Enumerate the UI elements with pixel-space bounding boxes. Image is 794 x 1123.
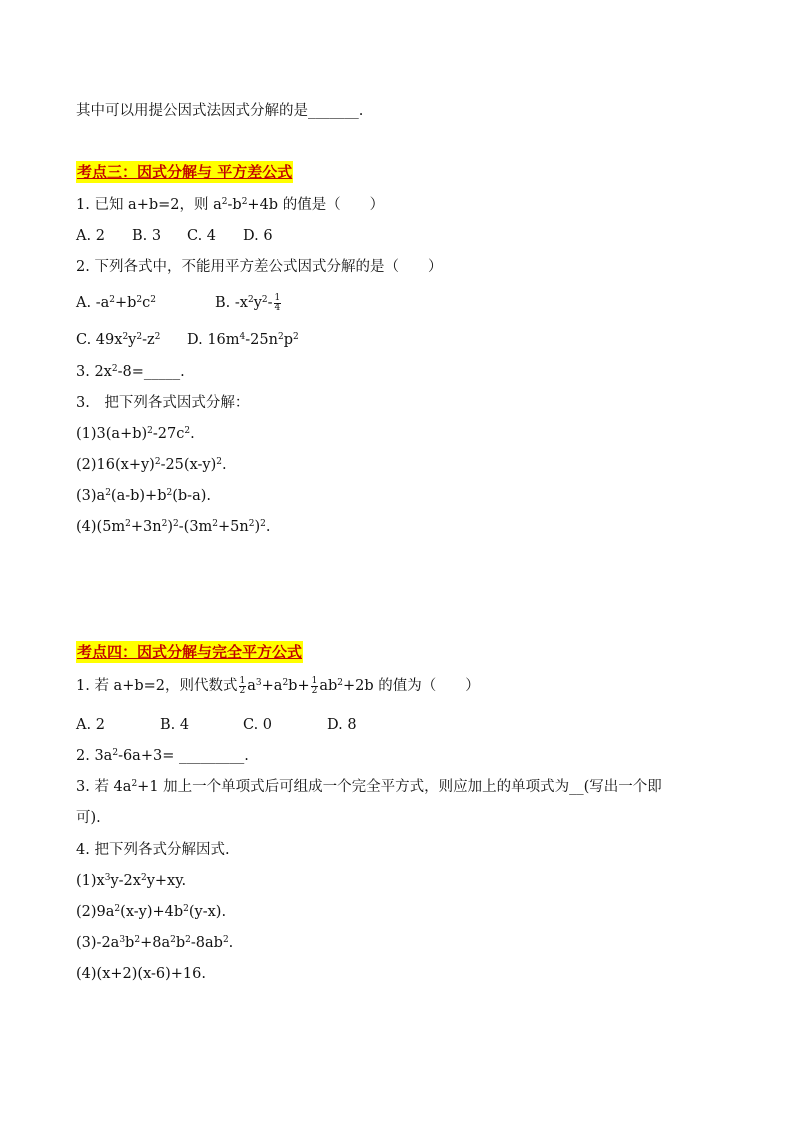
s4-question-3-cont: 可).: [76, 810, 101, 826]
s3-question-1: 1. 已知 a+b=2，则 $a^2-b^2+4b$ 的值是（ ）: [76, 197, 385, 213]
s3-q2-options-row1: [76, 293, 476, 317]
fraction: $\frac{1}{2}$: [239, 675, 246, 696]
s4-sub-4: (4)(x+2)(x-6)+16.: [76, 966, 206, 982]
s4-q1-options: [76, 715, 396, 735]
s3-q2-options-row2: [76, 330, 476, 350]
s3-q2-option-c: C. $49x^2y^2-z^2$: [76, 332, 161, 348]
s4-sub-3: $(3)-2a^3b^2+8a^2b^2-8ab^2$.: [76, 935, 234, 951]
s4-question-4: 4. 把下列各式分解因式.: [76, 842, 230, 858]
s4-q1-option-c: C. 0: [243, 717, 273, 733]
fraction: $\frac{1}{2}$: [311, 675, 318, 696]
s3-q1-option-d: D. 6: [243, 228, 273, 244]
intro-line: 其中可以用提公因式法因式分解的是_______.: [76, 103, 364, 119]
s3-q1-options: [76, 226, 376, 246]
s3-question-3-fill: 3. $2x^2-8=\_\_\_\_\_$.: [76, 364, 185, 380]
s3-sub-4: $(4)(5m^2+3n^2)^2-(3m^2+5n^2)^2$.: [76, 519, 271, 535]
section-4-title: 考点四：因式分解与完全平方公式: [77, 643, 303, 661]
s3-question-3-factor: 3. 把下列各式因式分解：: [76, 395, 250, 411]
s3-q2-option-a: A. $-a^2+b^2c^2$: [76, 295, 156, 311]
s4-q1-option-b: B. 4: [160, 717, 190, 733]
s3-q2-option-b: B. $-x^2y^2-$ $\frac{1}{4}$: [215, 292, 281, 313]
fraction: $\frac{1}{4}$: [274, 292, 281, 313]
s3-q2-option-d: D. $16m^4-25n^2p^2$: [187, 332, 299, 348]
s4-question-3: 3. 若 $4a^2+1$ 加上一个单项式后可组成一个完全平方式，则应加上的单项式为__(写出一个即: [76, 779, 662, 795]
s3-sub-1: $(1)3(a+b)^2-27c^2$.: [76, 426, 195, 442]
s3-q1-option-b: B. 3: [132, 228, 162, 244]
s3-sub-3: $(3)a^2(a-b)+b^2(b-a)$.: [76, 488, 211, 504]
s3-sub-2: $(2)16(x+y)^2-25(x-y)^2$.: [76, 457, 227, 473]
s4-sub-1: $(1)x^3y-2x^2y+xy$.: [76, 873, 187, 889]
s4-q1-option-a: A. 2: [76, 717, 105, 733]
s3-question-2: 2. 下列各式中，不能用平方差公式因式分解的是（ ）: [76, 259, 443, 275]
s4-question-1: 1. 若 a+b=2，则代数式 $\frac{1}{2}$ $a^3+a^2b+$ $\frac{1}{2}$ $ab^2+2b$ 的值为（ ）: [76, 675, 480, 696]
section-3-title: 考点三：因式分解与 平方差公式: [77, 163, 293, 181]
s4-q1-option-d: D. 8: [327, 717, 357, 733]
s4-question-2: 2. $3a^2-6a+3=$ _________.: [76, 748, 249, 764]
s3-q1-option-a: A. 2: [76, 228, 105, 244]
s3-q1-option-c: C. 4: [187, 228, 217, 244]
s4-sub-2: $(2)9a^2(x-y)+4b^2(y-x)$.: [76, 904, 227, 920]
